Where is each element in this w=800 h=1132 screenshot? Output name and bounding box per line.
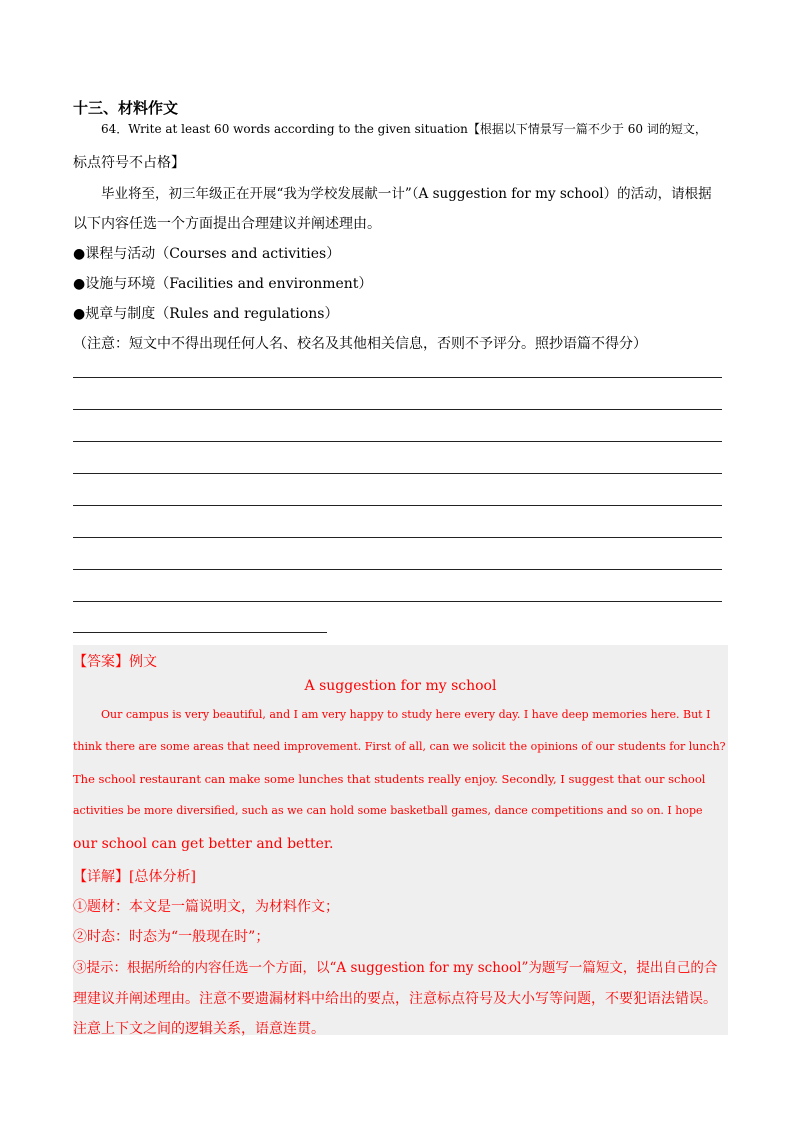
writing-line[interactable] (73, 569, 722, 570)
question-context-line-2: 以下内容任选一个方面提出合理建议并阐述理由。 (73, 216, 381, 232)
detail-label: 【详解】[总体分析] (73, 869, 196, 885)
section-title: 十三、材料作文 (73, 99, 179, 117)
option-rules: ●规章与制度（Rules and regulations） (73, 306, 339, 322)
writing-line[interactable] (73, 537, 722, 538)
essay-line: Our campus is very beautiful, and I am very happy to study here every day. I have deep memories here. But I (101, 708, 711, 721)
detail-item: ①题材：本文是一篇说明文，为材料作文； (73, 899, 339, 915)
detail-item: ③提示：根据所给的内容任选一个方面，以“A suggestion for my school”为题写一篇短文，提出自己的合 (73, 960, 718, 976)
essay-line: our school can get better and better. (73, 836, 334, 852)
answer-box (73, 645, 728, 1035)
question-context-line-1: 毕业将至，初三年级正在开展“我为学校发展献一计”（A suggestion for my school）的活动，请根据 (101, 186, 712, 202)
writing-line[interactable] (73, 441, 722, 442)
writing-line[interactable] (73, 377, 722, 378)
writing-line-short[interactable] (73, 632, 327, 633)
detail-item: 理建议并阐述理由。注意不要遗漏材料中给出的要点，注意标点符号及大小写等问题，不要犯语法错误。 (73, 991, 717, 1007)
essay-line: think there are some areas that need improvement. First of all, can we solicit the opinions of our students for lunch? (73, 740, 726, 753)
essay-line: activities be more diversified, such as we can hold some basketball games, dance competitions and so on. I hope (73, 804, 703, 817)
detail-item: ②时态：时态为“一般现在时”； (73, 929, 270, 945)
essay-line: The school restaurant can make some lunches that students really enjoy. Secondly, I suggest that our school (73, 772, 706, 786)
question-prompt-line-2: 标点符号不占格】 (73, 155, 185, 171)
detail-item: 注意上下文之间的逻辑关系，语意连贯。 (73, 1021, 325, 1037)
question-prompt-line-1: 64．Write at least 60 words according to the given situation【根据以下情景写一篇不少于 60 词的短文， (101, 122, 707, 136)
writing-line[interactable] (73, 409, 722, 410)
writing-line[interactable] (73, 601, 722, 602)
essay-title: A suggestion for my school (304, 678, 497, 694)
question-note: （注意：短文中不得出现任何人名、校名及其他相关信息，否则不予评分。照抄语篇不得分） (73, 336, 647, 352)
option-courses: ●课程与活动（Courses and activities） (73, 246, 341, 262)
option-facilities: ●设施与环境（Facilities and environment） (73, 276, 373, 292)
writing-line[interactable] (73, 473, 722, 474)
answer-label: 【答案】例文 (73, 654, 157, 670)
writing-line[interactable] (73, 505, 722, 506)
